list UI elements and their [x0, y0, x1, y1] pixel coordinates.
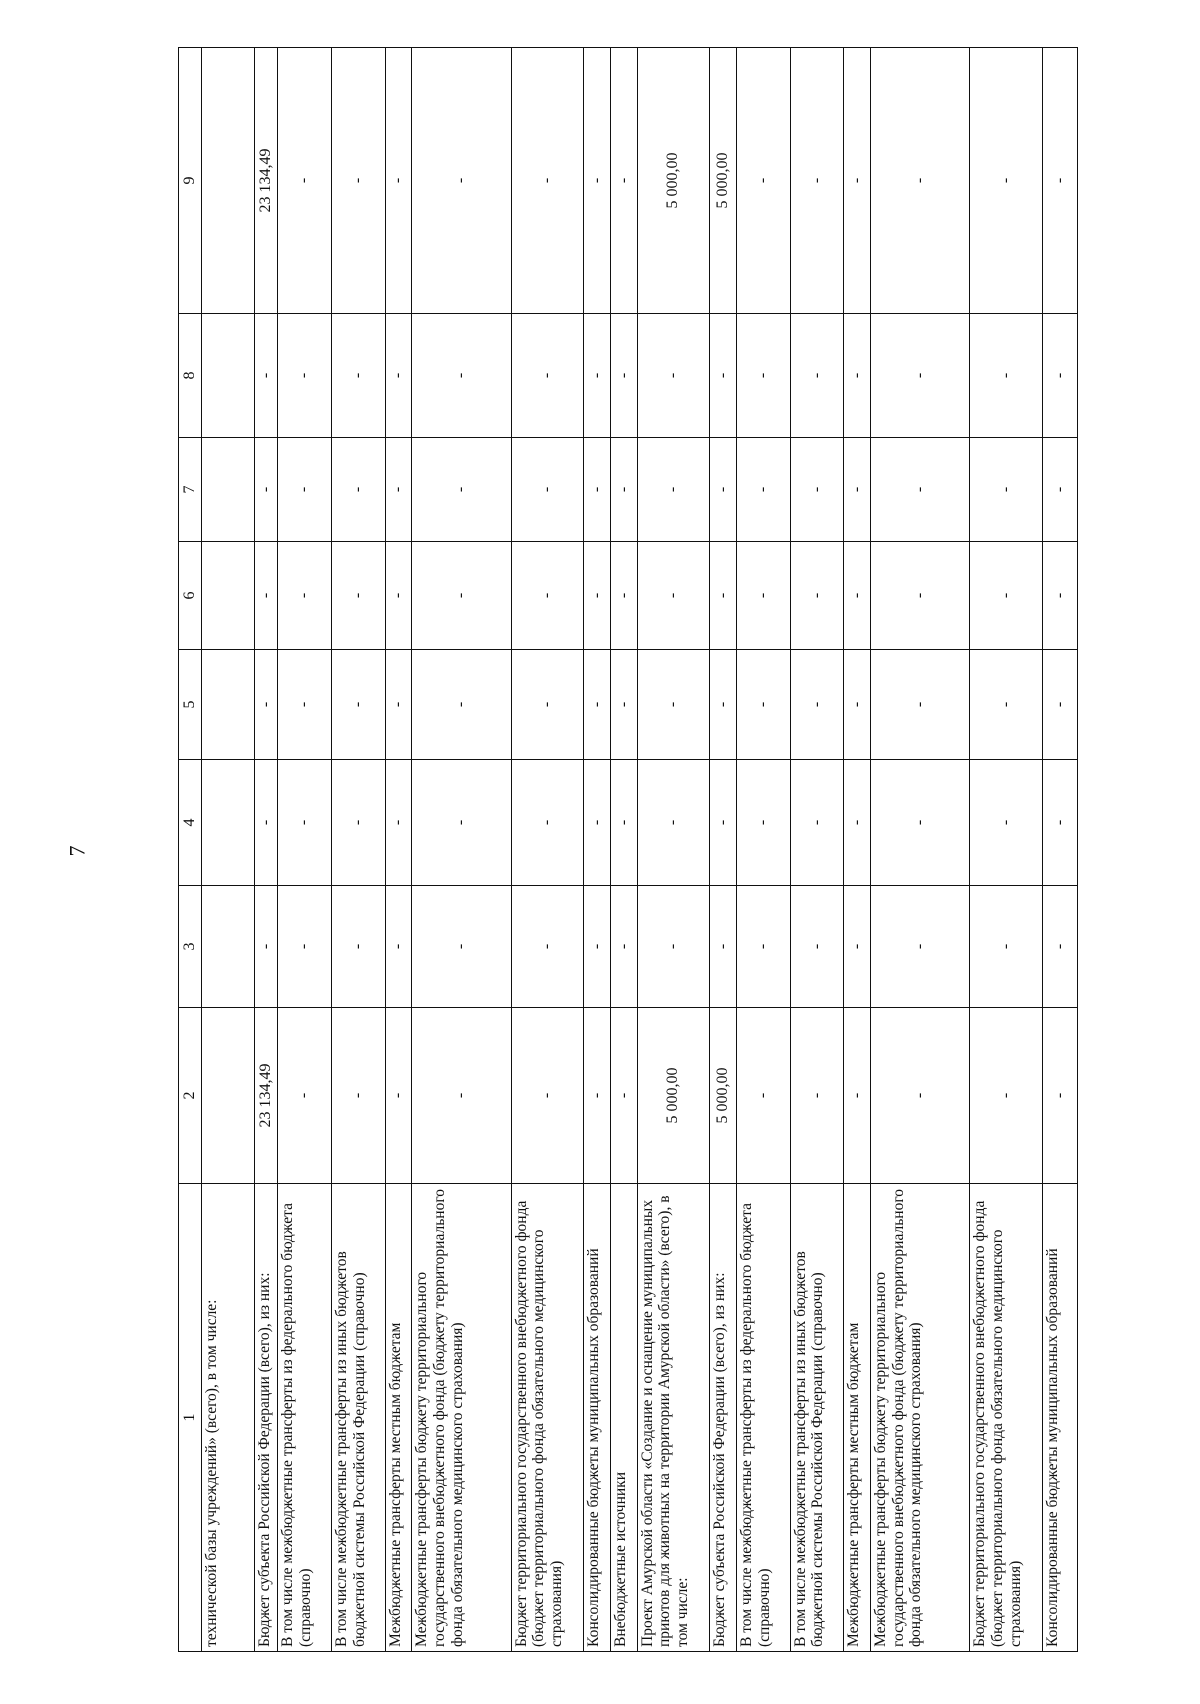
value-cell: - [871, 48, 970, 314]
value-cell: 23 134,49 [255, 48, 278, 314]
table-row [736, 48, 790, 1652]
value-cell: - [278, 48, 332, 314]
value-cell: - [278, 314, 332, 438]
value-cell [201, 760, 255, 886]
value-cell: - [255, 886, 278, 1008]
value-cell: - [583, 48, 610, 314]
row-label-cell: Проект Амурской области «Создание и оснащение муниципальных приютов для животных на территории Амурской области» (всего), в том числе: [637, 1184, 709, 1652]
row-label-cell: В том числе межбюджетные трансферты из федерального бюджета (справочно) [736, 1184, 790, 1652]
value-cell: - [412, 542, 511, 650]
value-cell: - [331, 886, 385, 1008]
value-cell: - [970, 48, 1042, 314]
value-cell: 5 000,00 [710, 1008, 737, 1184]
value-cell: - [710, 438, 737, 542]
value-cell: - [1042, 48, 1077, 314]
value-cell: - [385, 314, 412, 438]
value-cell: - [637, 314, 709, 438]
page-number-text: 7 [64, 845, 90, 857]
table-row [511, 48, 583, 1652]
value-cell: - [385, 650, 412, 760]
value-cell: - [790, 438, 844, 542]
value-cell: - [736, 314, 790, 438]
value-cell: - [331, 542, 385, 650]
table-row [790, 48, 844, 1652]
table-row [278, 48, 332, 1652]
value-cell [201, 48, 255, 314]
value-cell: - [1042, 542, 1077, 650]
value-cell: - [610, 438, 637, 542]
value-cell: - [610, 542, 637, 650]
value-cell: - [255, 314, 278, 438]
value-cell: - [736, 886, 790, 1008]
value-cell: - [710, 650, 737, 760]
value-cell: - [790, 650, 844, 760]
row-label-cell: Межбюджетные трансферты бюджету территориального государственного внебюджетного фонда (бюджету территориального фонда обязательного медицинского страхования) [871, 1184, 970, 1652]
value-cell: - [970, 760, 1042, 886]
value-cell: - [710, 886, 737, 1008]
value-cell: - [583, 314, 610, 438]
value-cell: - [412, 1008, 511, 1184]
value-cell: - [970, 886, 1042, 1008]
value-cell: - [385, 438, 412, 542]
row-label-cell: Бюджет территориального государственного внебюджетного фонда (бюджет территориального фонда обязательного медицинского страхования) [511, 1184, 583, 1652]
value-cell: 3 [179, 886, 202, 1008]
table-row [255, 48, 278, 1652]
row-label-cell: 1 [179, 1184, 202, 1652]
value-cell: - [278, 886, 332, 1008]
value-cell: 2 [179, 1008, 202, 1184]
row-label-cell: Консолидированные бюджеты муниципальных образований [583, 1184, 610, 1652]
table-row [412, 48, 511, 1652]
table-row [610, 48, 637, 1652]
table-row [637, 48, 709, 1652]
page-number [64, 838, 90, 864]
value-cell: 5 000,00 [710, 48, 737, 314]
value-cell: - [871, 886, 970, 1008]
value-cell: - [637, 650, 709, 760]
value-cell: - [970, 650, 1042, 760]
value-cell: - [790, 760, 844, 886]
budget-table-container [178, 48, 1078, 1652]
value-cell: - [1042, 314, 1077, 438]
value-cell: - [278, 438, 332, 542]
value-cell: - [970, 438, 1042, 542]
value-cell: - [710, 542, 737, 650]
value-cell: - [255, 438, 278, 542]
value-cell: 8 [179, 314, 202, 438]
value-cell: - [412, 48, 511, 314]
value-cell: - [710, 760, 737, 886]
value-cell: - [331, 438, 385, 542]
value-cell [201, 542, 255, 650]
value-cell: 4 [179, 760, 202, 886]
value-cell: - [736, 48, 790, 314]
value-cell: - [331, 48, 385, 314]
table-header-row [179, 48, 202, 1652]
value-cell: - [637, 438, 709, 542]
value-cell: - [970, 1008, 1042, 1184]
value-cell: - [278, 760, 332, 886]
value-cell: - [844, 1008, 871, 1184]
row-label-cell: Межбюджетные трансферты местным бюджетам [385, 1184, 412, 1652]
value-cell: 9 [179, 48, 202, 314]
value-cell: - [511, 760, 583, 886]
value-cell: - [583, 760, 610, 886]
value-cell: - [412, 760, 511, 886]
value-cell: - [871, 542, 970, 650]
value-cell: - [610, 760, 637, 886]
value-cell: - [278, 542, 332, 650]
value-cell: - [1042, 760, 1077, 886]
value-cell: - [255, 760, 278, 886]
value-cell: - [511, 314, 583, 438]
value-cell: - [385, 1008, 412, 1184]
value-cell: - [637, 886, 709, 1008]
value-cell: - [844, 760, 871, 886]
value-cell: - [610, 48, 637, 314]
value-cell [201, 438, 255, 542]
value-cell: - [331, 650, 385, 760]
value-cell: - [610, 650, 637, 760]
table-row [201, 48, 255, 1652]
value-cell: - [610, 1008, 637, 1184]
table-row [583, 48, 610, 1652]
row-label-cell: Бюджет субъекта Российской Федерации (всего), из них: [710, 1184, 737, 1652]
value-cell: - [1042, 650, 1077, 760]
value-cell: - [736, 1008, 790, 1184]
value-cell: - [790, 314, 844, 438]
value-cell: - [970, 542, 1042, 650]
value-cell: - [871, 1008, 970, 1184]
value-cell: 5 000,00 [637, 48, 709, 314]
value-cell: - [331, 1008, 385, 1184]
value-cell: - [871, 760, 970, 886]
value-cell: - [844, 542, 871, 650]
value-cell: - [844, 650, 871, 760]
value-cell: - [255, 542, 278, 650]
table-row [385, 48, 412, 1652]
value-cell: 5 [179, 650, 202, 760]
value-cell: - [331, 314, 385, 438]
table-row [331, 48, 385, 1652]
value-cell: - [1042, 886, 1077, 1008]
row-label-cell: В том числе межбюджетные трансферты из иных бюджетов бюджетной системы Российской Федерации (справочно) [790, 1184, 844, 1652]
value-cell: - [1042, 1008, 1077, 1184]
value-cell: 5 000,00 [637, 1008, 709, 1184]
value-cell: - [871, 314, 970, 438]
table-body [179, 48, 1078, 1652]
row-label-cell: В том числе межбюджетные трансферты из иных бюджетов бюджетной системы Российской Федерации (справочно) [331, 1184, 385, 1652]
value-cell: - [511, 1008, 583, 1184]
value-cell [201, 650, 255, 760]
table-row [710, 48, 737, 1652]
row-label-cell: Бюджет субъекта Российской Федерации (всего), из них: [255, 1184, 278, 1652]
value-cell: - [583, 1008, 610, 1184]
value-cell: 7 [179, 438, 202, 542]
value-cell: - [511, 886, 583, 1008]
value-cell: - [637, 542, 709, 650]
value-cell: - [278, 650, 332, 760]
value-cell: - [511, 48, 583, 314]
value-cell: - [844, 438, 871, 542]
value-cell: - [844, 48, 871, 314]
table-row [1042, 48, 1077, 1652]
row-label-cell: Межбюджетные трансферты бюджету территориального государственного внебюджетного фонда (бюджету территориального фонда обязательного медицинского страхования) [412, 1184, 511, 1652]
value-cell: - [583, 438, 610, 542]
value-cell [201, 314, 255, 438]
value-cell: - [637, 760, 709, 886]
value-cell: - [331, 760, 385, 886]
value-cell: - [385, 48, 412, 314]
value-cell: - [278, 1008, 332, 1184]
value-cell: - [412, 314, 511, 438]
value-cell: - [871, 650, 970, 760]
value-cell: - [790, 542, 844, 650]
value-cell: 6 [179, 542, 202, 650]
value-cell: - [610, 886, 637, 1008]
value-cell: - [736, 438, 790, 542]
value-cell: - [790, 48, 844, 314]
value-cell [201, 1008, 255, 1184]
value-cell: 23 134,49 [255, 1008, 278, 1184]
value-cell: - [736, 542, 790, 650]
value-cell: - [412, 438, 511, 542]
value-cell: - [511, 438, 583, 542]
value-cell: - [710, 314, 737, 438]
value-cell: - [844, 314, 871, 438]
value-cell: - [970, 314, 1042, 438]
table-row [844, 48, 871, 1652]
row-label-cell: Консолидированные бюджеты муниципальных образований [1042, 1184, 1077, 1652]
value-cell: - [844, 886, 871, 1008]
row-label-cell: Межбюджетные трансферты местным бюджетам [844, 1184, 871, 1652]
value-cell: - [1042, 438, 1077, 542]
value-cell: - [511, 542, 583, 650]
row-label-cell: технической базы учреждений» (всего), в том числе: [201, 1184, 255, 1652]
value-cell: - [412, 886, 511, 1008]
value-cell: - [583, 542, 610, 650]
value-cell: - [583, 886, 610, 1008]
table-row [871, 48, 970, 1652]
value-cell: - [736, 650, 790, 760]
value-cell: - [511, 650, 583, 760]
value-cell: - [385, 760, 412, 886]
table-row [970, 48, 1042, 1652]
value-cell [201, 886, 255, 1008]
budget-table [178, 47, 1078, 1652]
value-cell: - [255, 650, 278, 760]
value-cell: - [790, 1008, 844, 1184]
value-cell: - [385, 542, 412, 650]
value-cell: - [736, 760, 790, 886]
row-label-cell: Внебюджетные источники [610, 1184, 637, 1652]
value-cell: - [412, 650, 511, 760]
value-cell: - [871, 438, 970, 542]
value-cell: - [610, 314, 637, 438]
value-cell: - [790, 886, 844, 1008]
row-label-cell: В том числе межбюджетные трансферты из федерального бюджета (справочно) [278, 1184, 332, 1652]
value-cell: - [385, 886, 412, 1008]
value-cell: - [583, 650, 610, 760]
row-label-cell: Бюджет территориального государственного внебюджетного фонда (бюджет территориального фонда обязательного медицинского страхования) [970, 1184, 1042, 1652]
